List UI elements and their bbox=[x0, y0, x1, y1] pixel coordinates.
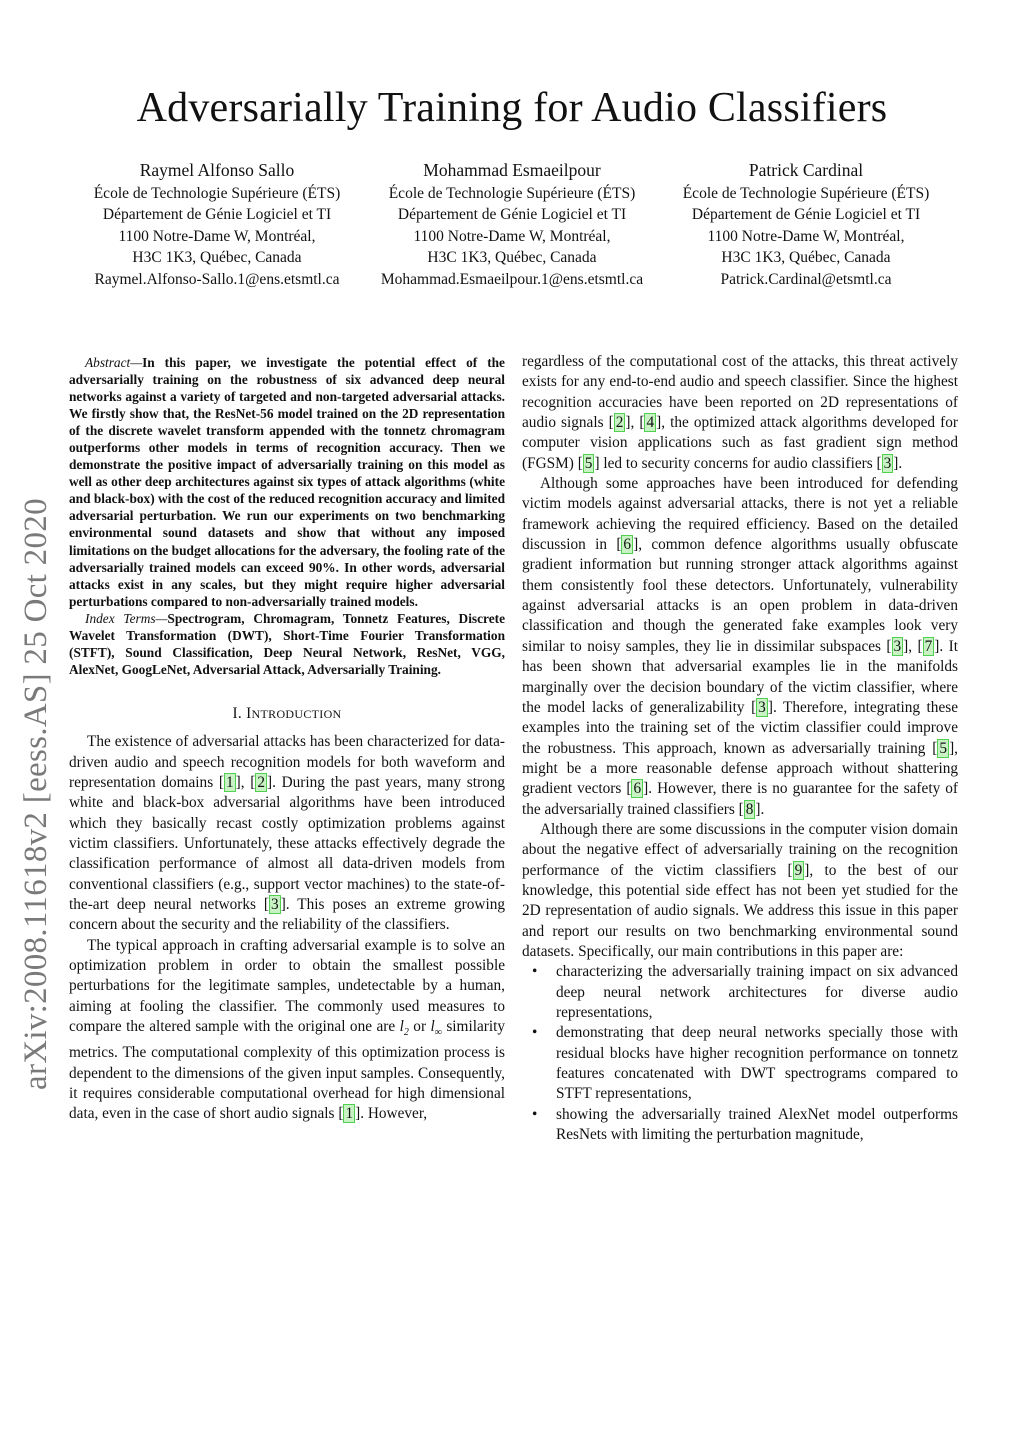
author-affiliation: École de Technologie Supérieure (ÉTS) bbox=[682, 185, 930, 202]
text-run: . bbox=[760, 800, 765, 818]
author-email[interactable]: Raymel.Alfonso-Sallo.1@ens.etsmtl.ca bbox=[94, 270, 340, 288]
math-l2: $l_2$ bbox=[399, 1018, 409, 1039]
author-address: 1100 Notre-Dame W, Montréal, bbox=[707, 227, 905, 245]
text-run: . However, there is no guarantee for the safety of the adversarially trained classifiers bbox=[522, 780, 958, 818]
list-item bbox=[532, 1023, 958, 1104]
text-run: Although there are some discussions in the computer vision domain about the negative effect of adversarially training on the recognition performance of the victim classifiers bbox=[522, 820, 958, 879]
text-run: Although some approaches have been introduced for defending victim models against adversarial attacks, there is not yet a reliable framework achieving the required efficiency. Based on the detailed discussion in bbox=[522, 475, 958, 554]
citation-link[interactable]: 6 bbox=[623, 536, 632, 554]
list-item-text: characterizing the adversarially training impact on six advanced deep neural network architectures for diverse audio representations, bbox=[556, 963, 958, 1021]
author-name: Patrick Cardinal bbox=[748, 160, 864, 180]
author-department: Département de Génie Logiciel et TI bbox=[397, 206, 627, 224]
author-2 bbox=[362, 158, 662, 290]
text-run: The typical approach in crafting adversarial example is to solve an optimization problem in order to obtain the smallest possible perturbations for the legitimate samples, undetectable by a human, aiming at fooling the classifier. The commonly used measures to compare the altered sample with the original one are bbox=[69, 936, 505, 1036]
author-address: 1100 Notre-Dame W, Montréal, bbox=[413, 227, 611, 245]
author-address: 1100 Notre-Dame W, Montréal, bbox=[118, 227, 316, 245]
text-run: similarity metrics. The computational complexity of this optimization process is dependent to the dimensions of the given input samples. Consequently, it requires considerable computational overhead for high dimensional data, even in the case of short audio signals bbox=[69, 1018, 505, 1123]
bullet-icon: • bbox=[532, 963, 538, 981]
text-run: regardless of the computational cost of the attacks, this threat actively exists for any end-to-end audio and speech classifier. Since the highest recognition accuracies have been reported on 2D representations of audio signals bbox=[522, 353, 958, 432]
left-column bbox=[69, 352, 505, 1125]
index-terms-text: Spectrogram, Chromagram, Tonnetz Features, Discrete Wavelet Transformation (DWT), Short-Time Fourier Transformation (STFT), Sound Classification, Deep Neural Network, ResNet, VGG, AlexNet, GoogLeNet, Adversarial Attack, Adversarially Training. bbox=[69, 610, 505, 677]
text-run: , the optimized attack algorithms developed for computer vision applications such as fast gradient sign method (FGSM) bbox=[522, 414, 958, 472]
list-item bbox=[532, 962, 958, 1023]
text-run: , bbox=[630, 414, 640, 432]
math-linf: $l_\infty$ bbox=[430, 1018, 442, 1039]
author-address: H3C 1K3, Québec, Canada bbox=[427, 249, 597, 267]
text-run: , common defence algorithms usually obfuscate gradient information but running stronger attack algorithms against them consistently fool these detectors. Unfortunately, vulnerability against adversarial attacks is an open problem in data-driven classification and though the generated fake examples look very similar to noisy samples, they lie in dissimilar subspaces bbox=[522, 536, 958, 655]
author-1 bbox=[67, 158, 367, 290]
citation-link[interactable]: 4 bbox=[646, 414, 655, 432]
text-run: . During the past years, many strong white and black-box adversarial algorithms have been introduced which they basically recast costly optimization problems against victim classifiers. Unfortunately, these attacks effectively degrade the classification performance of almost all data-driven models from conventional classifiers (e.g., support vector machines) to the state-of-the-art deep neural networks bbox=[69, 773, 505, 913]
list-item-text: showing the adversarially trained AlexNet model outperforms ResNets with limiting the perturbation magnitude, bbox=[556, 1105, 958, 1144]
citation-link[interactable]: 1 bbox=[225, 773, 234, 791]
citation-link[interactable]: 3 bbox=[883, 454, 892, 472]
text-run: led to security concerns for audio classifiers bbox=[599, 454, 877, 472]
author-email[interactable]: Mohammad.Esmaeilpour.1@ens.etsmtl.ca bbox=[380, 270, 644, 288]
contribution-list bbox=[522, 962, 958, 1145]
citation-link[interactable]: 6 bbox=[633, 780, 642, 798]
citation-link[interactable]: 3 bbox=[893, 637, 902, 655]
author-name: Mohammad Esmaeilpour bbox=[423, 160, 601, 180]
text-run: . Therefore, integrating these examples into the training set of the victim classifier could improve the robustness. This approach, known as adversarially training bbox=[522, 698, 958, 757]
text-run: , bbox=[908, 637, 918, 655]
bullet-icon: • bbox=[532, 1024, 538, 1042]
right-column bbox=[522, 352, 958, 1145]
section-heading-introduction bbox=[69, 704, 505, 724]
intro-paragraph-2: The typical approach in crafting adversarial example is to solve an optimization problem in order to obtain the smallest possible perturbations for the legitimate samples, undetectable by a human, aiming at fooling the classifier. The commonly used measures to compare the altered sample with the original one are $l_2$ or $l_\infty$ similarity metrics. The computational complexity of this optimization process is dependent to the dimensions of the given input samples. Consequently, it requires considerable computational overhead for high dimensional data, even in the case of short audio signals [ 1 ]. However, bbox=[69, 936, 505, 1123]
abstract bbox=[69, 354, 505, 678]
bullet-icon: • bbox=[532, 1105, 538, 1123]
text-run: , might be a more reasonable defense approach without shattering gradient vectors bbox=[522, 739, 958, 798]
section-initial: I bbox=[246, 704, 252, 722]
list-item bbox=[532, 1105, 958, 1146]
author-email[interactable]: Patrick.Cardinal@etsmtl.ca bbox=[720, 270, 892, 288]
author-affiliation: École de Technologie Supérieure (ÉTS) bbox=[388, 185, 636, 202]
text-run: . bbox=[898, 454, 903, 472]
text-run: , to the best of our knowledge, this potential side effect has not been yet studied for the 2D representation of audio signals. We address this issue in this paper and report our results on two benchmarking environmental sound datasets. Specifically, our main contributions in this paper are: bbox=[522, 861, 958, 960]
author-name: Raymel Alfonso Sallo bbox=[139, 160, 295, 180]
citation-link[interactable]: 5 bbox=[584, 454, 593, 472]
text-run: The existence of adversarial attacks has been characterized for data-driven audio and speech recognition models for both waveform and representation domains bbox=[69, 733, 505, 791]
section-number: I. bbox=[232, 704, 247, 722]
intro-paragraph-1: The existence of adversarial attacks has been characterized for data-driven audio and speech recognition models for both waveform and representation domains [ 1 ], [ 2 ]. During the past years, many strong white and black-box adversarial algorithms have been introduced which they basically recast costly optimization problems against victim classifiers. Unfortunately, these attacks effectively degrade the classification performance of almost all data-driven models from conventional classifiers (e.g., support vector machines) to the state-of-the-art deep neural networks [ 3 ]. This poses an extreme growing concern about the security and the reliability of the classifiers. bbox=[69, 733, 505, 934]
author-department: Département de Génie Logiciel et TI bbox=[691, 206, 921, 224]
author-department: Département de Génie Logiciel et TI bbox=[102, 206, 332, 224]
author-address: H3C 1K3, Québec, Canada bbox=[132, 249, 302, 267]
abstract-text: In this paper, we investigate the potential effect of the adversarially training on the robustness of six advanced deep neural networks against a variety of targeted and non-targeted adversarial attacks. We firstly show that, the ResNet-56 model trained on the 2D representation of the discrete wavelet transform appended with the tonnetz chromagram outperforms other models in terms of recognition accuracy. Then we demonstrate the positive impact of adversarially training on this model as well as other deep architectures against six types of attack algorithms (white and black-box) with the cost of the reduced recognition accuracy and limited adversarial perturbation. We run our experiments on two benchmarking environmental sound datasets and show that without any imposed limitations on the budget allocations for the adversary, the fooling rate of the adversarially trained models can exceed 90%. In other words, adversarial attacks exist in any scales, but they might require higher adversarial perturbations compared to non-adversarially trained models. bbox=[69, 355, 505, 609]
text-run: , bbox=[240, 773, 251, 791]
author-address: H3C 1K3, Québec, Canada bbox=[721, 249, 891, 267]
citation-link[interactable]: 2 bbox=[257, 773, 265, 791]
index-terms-label: Index Terms— bbox=[85, 610, 168, 626]
abstract-label: Abstract— bbox=[85, 355, 143, 370]
text-run: . This poses an extreme growing concern about the security and the reliability of the classifiers. bbox=[69, 895, 505, 934]
paper-title: Adversarially Training for Audio Classifiers bbox=[136, 85, 888, 131]
intro-paragraph-5: Although there are some discussions in the computer vision domain about the negative effect of adversarially training on the recognition performance of the victim classifiers [ 9 ], to the best of our knowledge, this potential side effect has not been yet studied for the 2D representation of audio signals. We address this issue in this paper and report our results on two benchmarking environmental sound datasets. Specifically, our main contributions in this paper are: bbox=[522, 820, 958, 960]
text-run: . However, bbox=[360, 1105, 428, 1123]
list-item-text: demonstrating that deep neural networks specially those with residual blocks have higher recognition performance on tonnetz features concatenated with DWT spectrograms compared to STFT representations, bbox=[556, 1024, 958, 1103]
citation-link[interactable]: 1 bbox=[345, 1105, 354, 1123]
citation-link[interactable]: 9 bbox=[794, 861, 803, 879]
citation-link[interactable]: 8 bbox=[745, 800, 754, 818]
text-run: . It has been shown that adversarial examples lie in the manifolds marginally over the decision boundary of the victim classifier, where the model lacks of generalizability bbox=[522, 637, 958, 716]
intro-paragraph-3: regardless of the computational cost of the attacks, this threat actively exists for any end-to-end audio and speech classifier. Since the highest recognition accuracies have been reported on 2D representations of audio signals [ 2 ], [ 4 ], the optimized attack algorithms developed for computer vision applications such as fast gradient sign method (FGSM) [ 5 ] led to security concerns for audio classifiers [ 3 ]. bbox=[522, 353, 958, 472]
citation-link[interactable]: 3 bbox=[758, 698, 766, 716]
author-affiliation: École de Technologie Supérieure (ÉTS) bbox=[93, 185, 341, 202]
citation-link[interactable]: 2 bbox=[615, 414, 624, 432]
intro-paragraph-4: Although some approaches have been introduced for defending victim models against adversarial attacks, there is not yet a reliable framework achieving the required efficiency. Based on the detailed discussion in [ 6 ], common defence algorithms usually obfuscate gradient information but running stronger attack algorithms against them consistently fool these detectors. Unfortunately, vulnerability against adversarial attacks is an open problem in data-driven classification and though the generated fake examples look very similar to noisy samples, they lie in dissimilar subspaces [ 3 ], [ 7 ]. It has been shown that adversarial examples lie in the manifolds marginally over the decision boundary of the victim classifier, where the model lacks of generalizability [ 3 ]. Therefore, integrating these examples into the training set of the victim classifier could improve the robustness. This approach, known as adversarially training [ 5 ], might be a more reasonable defense approach without shattering gradient vectors [ 6 ]. However, there is no guarantee for the safety of the adversarially trained classifiers [ 8 ]. bbox=[522, 475, 958, 818]
author-3 bbox=[656, 158, 956, 290]
citation-link[interactable]: 7 bbox=[924, 637, 933, 655]
section-title-rest: NTRODUCTION bbox=[251, 706, 342, 721]
text-run: or bbox=[408, 1018, 431, 1036]
arxiv-identifier: arXiv:2008.11618v2 [eess.AS] 25 Oct 2020 bbox=[18, 498, 54, 1090]
citation-link[interactable]: 3 bbox=[271, 895, 279, 913]
citation-link[interactable]: 5 bbox=[939, 739, 948, 757]
